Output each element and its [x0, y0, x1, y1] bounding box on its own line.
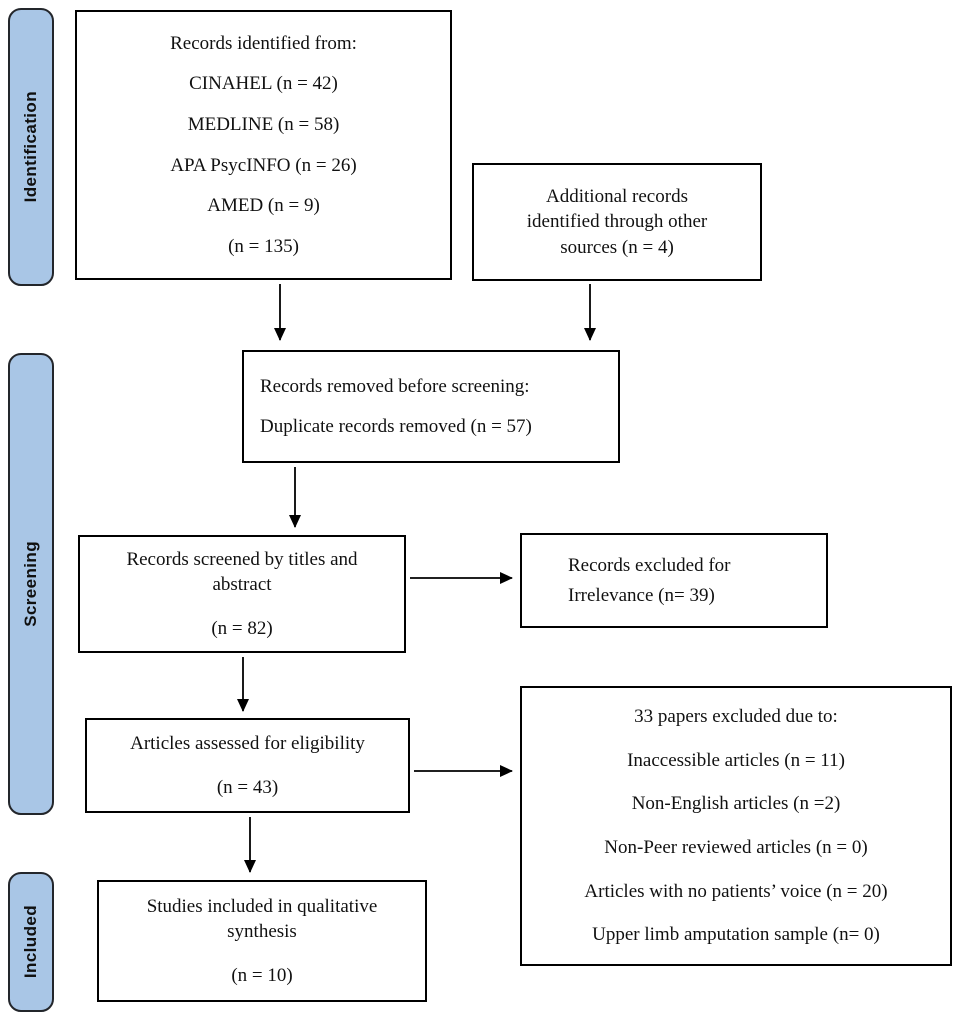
records-identified-amed: AMED (n = 9) — [207, 195, 320, 217]
studies-included-line: Studies included in qualitative — [146, 895, 378, 917]
papers-excluded-no-voice: Articles with no patients’ voice (n = 20) — [584, 880, 888, 902]
records-identified-psycinfo: APA PsycINFO (n = 26) — [170, 154, 357, 176]
papers-excluded-non-peer: Non-Peer reviewed articles (n = 0) — [604, 837, 868, 858]
box-records-screened — [78, 535, 406, 653]
stage-included-label: Included — [21, 905, 40, 979]
records-screened-line: abstract — [212, 574, 272, 596]
records-excluded-count: Irrelevance (n= 39) — [568, 584, 715, 606]
box-records-removed — [242, 350, 620, 463]
records-screened-count: (n = 82) — [211, 617, 273, 639]
studies-included-count: (n = 10) — [231, 964, 293, 986]
box-articles-assessed — [85, 718, 410, 813]
papers-excluded-non-english: Non-English articles (n =2) — [631, 793, 841, 815]
additional-records-line: identified through other — [526, 211, 708, 233]
records-removed-duplicates: Duplicate records removed (n = 57) — [260, 415, 532, 437]
stage-identification-label: Identification — [21, 91, 40, 203]
records-identified-heading: Records identified from: — [170, 32, 357, 54]
stage-screening — [8, 353, 54, 815]
stage-identification — [8, 8, 54, 286]
records-removed-heading: Records removed before screening: — [260, 375, 530, 397]
additional-records-line: Additional records — [546, 185, 688, 207]
box-studies-included — [97, 880, 427, 1002]
stage-screening-label: Screening — [21, 541, 40, 627]
records-excluded-line: Records excluded for — [568, 554, 731, 576]
box-records-excluded — [520, 533, 828, 628]
box-papers-excluded — [520, 686, 952, 966]
records-identified-medline: MEDLINE (n = 58) — [187, 113, 340, 135]
papers-excluded-inaccessible: Inaccessible articles (n = 11) — [627, 749, 845, 771]
papers-excluded-upper-limb: Upper limb amputation sample (n= 0) — [592, 924, 880, 946]
box-records-identified — [75, 10, 452, 280]
stage-included — [8, 872, 54, 1012]
box-additional-records — [472, 163, 762, 281]
records-identified-cinahel: CINAHEL (n = 42) — [189, 73, 338, 95]
articles-assessed-count: (n = 43) — [216, 776, 279, 798]
additional-records-line: sources (n = 4) — [560, 236, 674, 258]
records-screened-line: Records screened by titles and — [126, 548, 358, 570]
articles-assessed-line: Articles assessed for eligibility — [130, 732, 365, 754]
records-identified-total: (n = 135) — [228, 235, 299, 257]
studies-included-line: synthesis — [227, 921, 297, 943]
papers-excluded-heading: 33 papers excluded due to: — [634, 706, 838, 728]
